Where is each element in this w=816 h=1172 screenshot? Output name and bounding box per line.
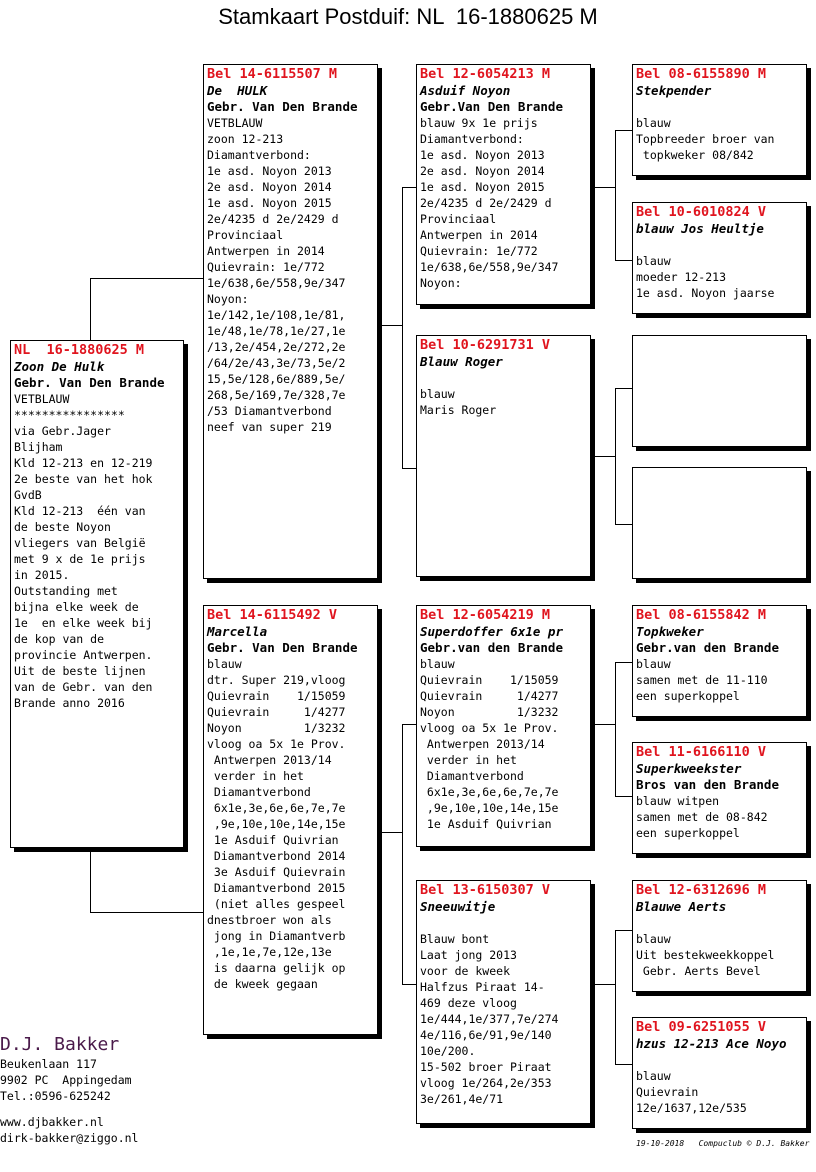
pigeon-info: blauw dtr. Super 219,vloog Quievrain 1/15059 Quievrain 1/4277 Noyon 1/3232 vloog oa 5x 1e Prov. Antwerpen 2013/14 verder in het Diamantverbond 6x1e,3e,6e,6e,7e,7e ,9e,10e,10e,14e,15e 1e Asduif Quivrian Diamantverbond 2014 3e Asduif Quievrain Diamantverbond 2015 (niet alles gespeel dnestbroer won als jong in Diamantverb ,1e,1e,7e,12e,13e is daarna gelijk op de kweek gegaan	[207, 657, 346, 991]
mother-card	[203, 605, 378, 1035]
pigeon-name: De HULK	[207, 83, 268, 98]
connector-line	[615, 388, 632, 389]
ring-number: Bel 09-6251055 V	[636, 1019, 767, 1035]
pigeon-name: Superkweekster	[636, 761, 742, 776]
connector-line	[615, 662, 616, 796]
pigeon-name: Stekpender	[636, 83, 712, 98]
breeder-name: Gebr.Van Den Brande	[420, 99, 563, 114]
ring-number: Bel 08-6155842 M	[636, 607, 767, 623]
pigeon-name: Blauw Roger	[420, 354, 503, 369]
connector-line	[90, 278, 91, 340]
mmm-card	[632, 1017, 807, 1129]
owner-email-link[interactable]: dirk-bakker@ziggo.nl	[0, 1131, 139, 1145]
connector-line	[591, 187, 615, 188]
connector-line	[402, 468, 417, 469]
fmm-card-empty	[632, 467, 807, 579]
connector-line	[591, 984, 615, 985]
ring-number: Bel 12-6054213 M	[420, 66, 551, 82]
pigeon-name: hzus 12-213 Ace Noyo	[636, 1036, 787, 1051]
connector-line	[615, 796, 632, 797]
breeder-name: Gebr. Van Den Brande	[207, 99, 358, 114]
pigeon-info: blauw Uit bestekweekkoppel Gebr. Aerts Bevel	[636, 932, 775, 978]
breeder-name: Gebr.van den Brande	[420, 640, 563, 655]
mff-card	[632, 605, 807, 717]
owner-city: 9902 PC Appingedam	[0, 1073, 132, 1087]
mother-mother-card	[416, 880, 591, 1124]
ring-number: Bel 14-6115492 V	[207, 607, 338, 623]
pigeon-info: blauw Quievrain 12e/1637,12e/535	[636, 1069, 747, 1115]
connector-line	[591, 456, 615, 457]
pigeon-info: blauw Quievrain 1/15059 Quievrain 1/4277 Noyon 1/3232 vloog oa 5x 1e Prov. Antwerpen 2013/14 verder in het Diamantverbond 6x1e,3e,6e,6e,7e,7e ,9e,10e,10e,14e,15e 1e Asduif Quivrian	[420, 657, 559, 831]
pigeon-info: blauw witpen samen met de 08-842 een superkoppel	[636, 794, 768, 840]
connector-line	[615, 130, 632, 131]
breeder-name: Bros van den Brande	[636, 777, 779, 792]
fmf-card-empty	[632, 335, 807, 447]
connector-line	[402, 187, 417, 188]
connector-line	[378, 325, 402, 326]
ring-number: Bel 08-6155890 M	[636, 66, 767, 82]
owner-website-link[interactable]: www.djbakker.nl	[0, 1115, 104, 1129]
connector-line	[615, 524, 632, 525]
pigeon-name: Marcella	[207, 624, 268, 639]
connector-line	[615, 1064, 632, 1065]
pigeon-name: Zoon De Hulk	[14, 359, 105, 374]
connector-line	[402, 984, 417, 985]
owner-phone: Tel.:0596-625242	[0, 1089, 111, 1103]
connector-line	[615, 130, 616, 260]
ring-number: Bel 12-6312696 M	[636, 882, 767, 898]
connector-line	[402, 187, 403, 468]
ring-number: Bel 14-6115507 M	[207, 66, 338, 82]
mmf-card	[632, 880, 807, 992]
footer-credit: 19-10-2018 Compuclub © D.J. Bakker	[636, 1139, 810, 1148]
connector-line	[615, 930, 616, 1064]
pigeon-info: blauw samen met de 11-110 een superkoppel	[636, 657, 768, 703]
connector-line	[591, 724, 615, 725]
pigeon-info: blauw moeder 12-213 1e asd. Noyon jaarse	[636, 254, 775, 300]
pigeon-info: Blauw bont Laat jong 2013 voor de kweek Halfzus Piraat 14- 469 deze vloog 1e/444,1e/377,7e/274 4e/116,6e/91,9e/140 10e/200. 15-502 broer Piraat vloog 1e/264,2e/353 3e/261,4e/71	[420, 932, 559, 1106]
ring-number: Bel 10-6010824 V	[636, 204, 767, 220]
pigeon-name: blauw Jos Heultje	[636, 221, 764, 236]
pigeon-info: blauw 9x 1e prijs Diamantverbond: 1e asd. Noyon 2013 2e asd. Noyon 2014 1e asd. Noyon 2015 2e/4235 d 2e/2429 d Provinciaal Antwerpen in 2014 Quievrain: 1e/772 1e/638,6e/558,9e/347 Noyon:	[420, 116, 559, 290]
page-title: Stamkaart Postduif: NL 16-1880625 M	[218, 4, 598, 29]
ring-number: Bel 10-6291731 V	[420, 337, 551, 353]
pigeon-info: blauw Maris Roger	[420, 387, 497, 417]
connector-line	[402, 724, 417, 725]
breeder-name: Gebr.van den Brande	[636, 640, 779, 655]
mfm-card	[632, 742, 807, 854]
connector-line	[90, 912, 204, 913]
connector-line	[615, 260, 632, 261]
connector-line	[615, 662, 632, 663]
owner-info	[0, 1034, 138, 1146]
fff-card	[632, 64, 807, 176]
father-father-card	[416, 64, 591, 305]
ring-number: Bel 12-6054219 M	[420, 607, 551, 623]
connector-line	[90, 278, 204, 279]
mother-father-card	[416, 605, 591, 847]
father-mother-card	[416, 335, 591, 577]
subject-card	[10, 340, 184, 848]
breeder-name: Gebr. Van Den Brande	[207, 640, 358, 655]
connector-line	[615, 388, 616, 524]
ring-number: Bel 13-6150307 V	[420, 882, 551, 898]
pigeon-name: Topkweker	[636, 624, 704, 639]
pigeon-name: Blauwe Aerts	[636, 899, 727, 914]
ffm-card	[632, 202, 807, 314]
ring-number: NL 16-1880625 M	[14, 342, 145, 358]
owner-address: Beukenlaan 117	[0, 1057, 97, 1071]
pigeon-info: VETBLAUW zoon 12-213 Diamantverbond: 1e asd. Noyon 2013 2e asd. Noyon 2014 1e asd. Noyon 2015 2e/4235 d 2e/2429 d Provinciaal Antwerpen in 2014 Quievrain: 1e/772 1e/638,6e/558,9e/347 Noyon: 1e/142,1e/108,1e/81, 1e/48,1e/78,1e/27,1e /13,2e/454,2e/272,2e /64/2e/43,3e/73,5e/2 15,5e/128,6e/889,5e/ 268,5e/169,7e/328,7e /53 Diamantverbond neef van super 219	[207, 116, 346, 434]
father-card	[203, 64, 378, 579]
pigeon-info: blauw Topbreeder broer van topkweker 08/842	[636, 116, 775, 162]
pigeon-name: Superdoffer 6x1e pr	[420, 624, 563, 639]
connector-line	[90, 848, 91, 912]
connector-line	[402, 724, 403, 984]
pigeon-name: Asduif Noyon	[420, 83, 511, 98]
connector-line	[615, 930, 632, 931]
ring-number: Bel 11-6166110 V	[636, 744, 767, 760]
pigeon-info: VETBLAUW **************** via Gebr.Jager Blijham Kld 12-213 en 12-219 2e beste van het hok GvdB Kld 12-213 één van de beste Noyon vliegers van België met 9 x de 1e prijs in 2015. Outstanding met bijna elke week de 1e en elke week bij de kop van de provincie Antwerpen. Uit de beste lijnen van de Gebr. van den Brande anno 2016	[14, 392, 153, 710]
connector-line	[378, 832, 402, 833]
pigeon-name: Sneeuwitje	[420, 899, 496, 914]
breeder-name: Gebr. Van Den Brande	[14, 375, 165, 390]
owner-name: D.J. Bakker	[0, 1034, 120, 1055]
